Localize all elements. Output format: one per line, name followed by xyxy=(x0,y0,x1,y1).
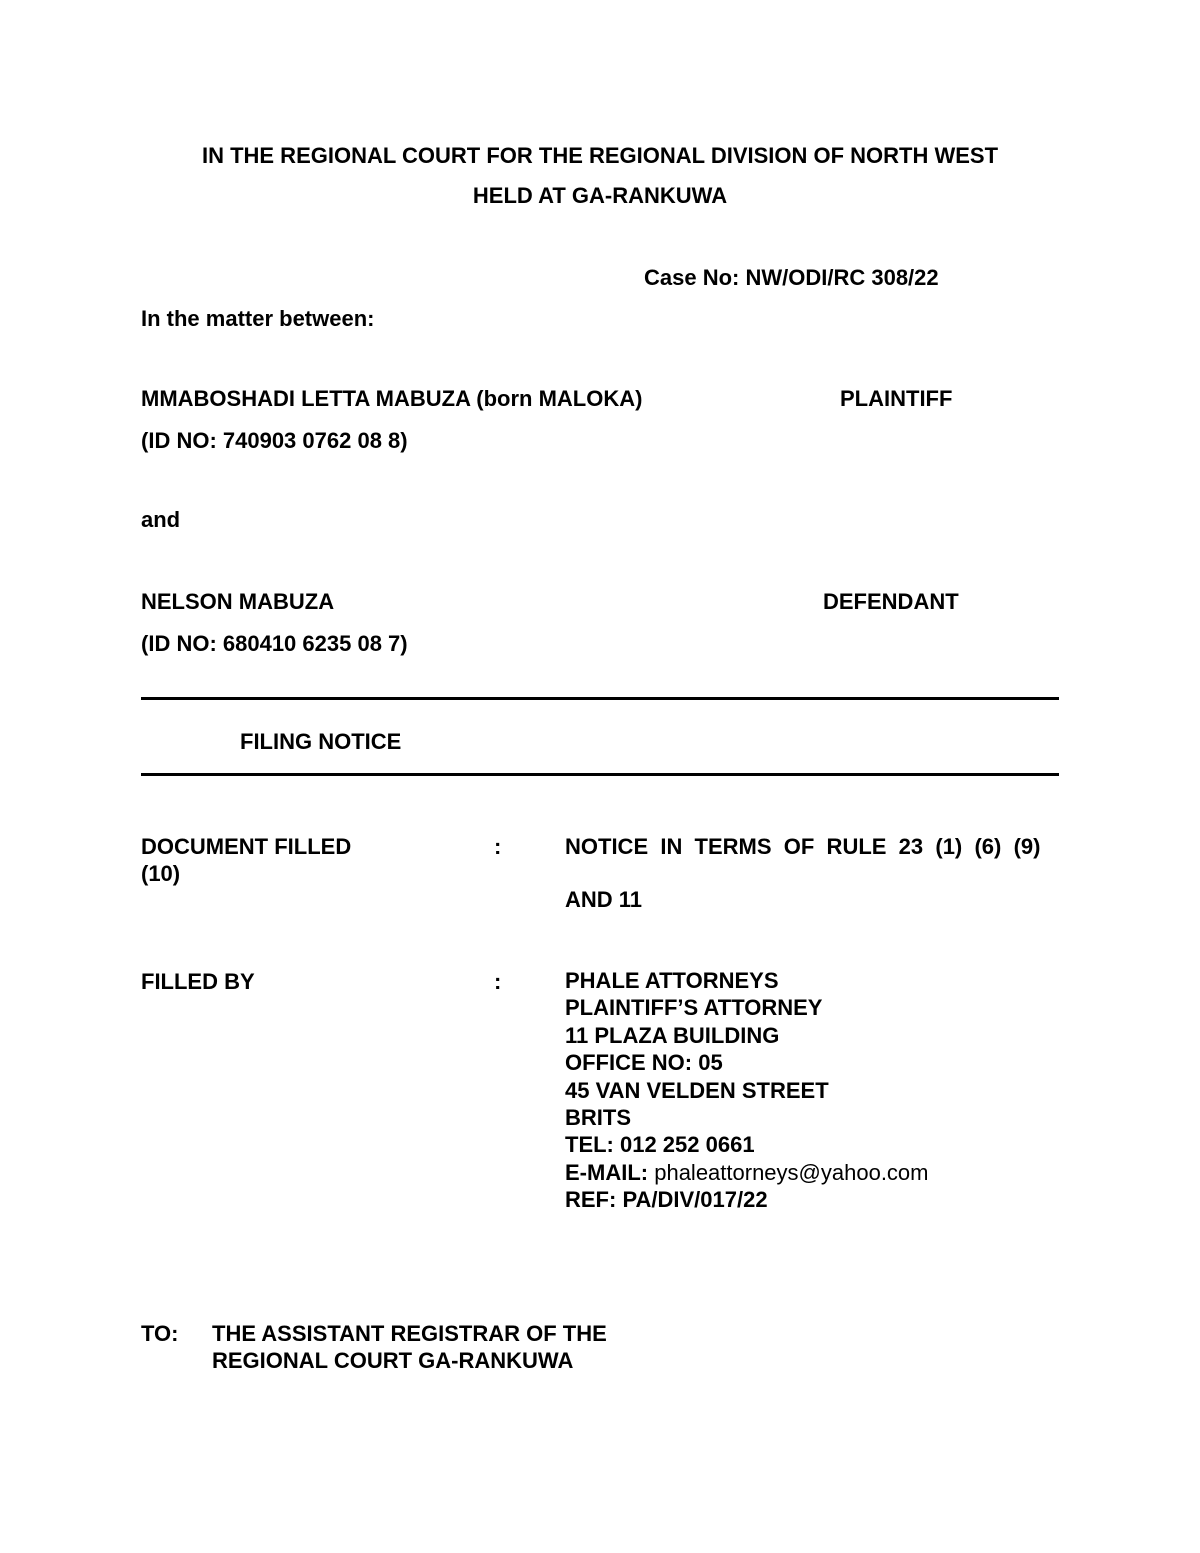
document-filled-label: DOCUMENT FILLED xyxy=(141,834,352,859)
held-at-heading: HELD AT GA-RANKUWA xyxy=(472,183,728,208)
filled-by-colon: : xyxy=(494,969,502,994)
document-filled-colon: : xyxy=(494,834,502,859)
attorney-line: 45 VAN VELDEN STREET xyxy=(565,1077,829,1103)
attorney-line: OFFICE NO: 05 xyxy=(565,1050,723,1076)
attorney-line: 11 PLAZA BUILDING xyxy=(565,1022,780,1048)
document-filled-overflow: (10) xyxy=(141,861,181,886)
document-filled-value: NOTICE IN TERMS OF RULE 23 (1) (6) (9) xyxy=(565,834,1041,859)
plaintiff-role: PLAINTIFF xyxy=(840,386,953,411)
attorney-line: PHALE ATTORNEYS xyxy=(565,968,779,993)
plaintiff-id: (ID NO: 740903 0762 08 8) xyxy=(141,428,408,453)
defendant-id: (ID NO: 680410 6235 08 7) xyxy=(141,631,408,656)
and-label: and xyxy=(141,507,181,532)
document-filled-value-2: AND 11 xyxy=(565,887,643,912)
reference-line: REF: PA/DIV/017/22 xyxy=(565,1187,768,1213)
top-divider xyxy=(141,697,1059,700)
filing-notice-title: FILING NOTICE xyxy=(240,729,402,754)
defendant-role: DEFENDANT xyxy=(823,589,959,614)
defendant-name: NELSON MABUZA xyxy=(141,589,335,614)
case-number: Case No: NW/ODI/RC 308/22 xyxy=(644,265,939,290)
attorney-line: PLAINTIFF’S ATTORNEY xyxy=(565,995,823,1021)
attorney-details xyxy=(565,967,929,1214)
court-heading: IN THE REGIONAL COURT FOR THE REGIONAL DIVISION OF NORTH WEST xyxy=(201,143,999,168)
plaintiff-name: MMABOSHADI LETTA MABUZA (born MALOKA) xyxy=(141,386,643,411)
to-line-2: REGIONAL COURT GA-RANKUWA xyxy=(212,1348,574,1373)
email-line xyxy=(565,1159,929,1186)
email-label: E-MAIL: xyxy=(565,1159,649,1185)
attorney-line: TEL: 012 252 0661 xyxy=(565,1132,755,1158)
to-label: TO: xyxy=(141,1321,179,1346)
filled-by-label: FILLED BY xyxy=(141,969,255,994)
attorney-line: BRITS xyxy=(565,1105,631,1131)
to-line-1: THE ASSISTANT REGISTRAR OF THE xyxy=(212,1321,607,1346)
matter-between-label: In the matter between: xyxy=(141,306,375,331)
bottom-divider xyxy=(141,773,1059,776)
email-address: phaleattorneys@yahoo.com xyxy=(654,1159,929,1185)
